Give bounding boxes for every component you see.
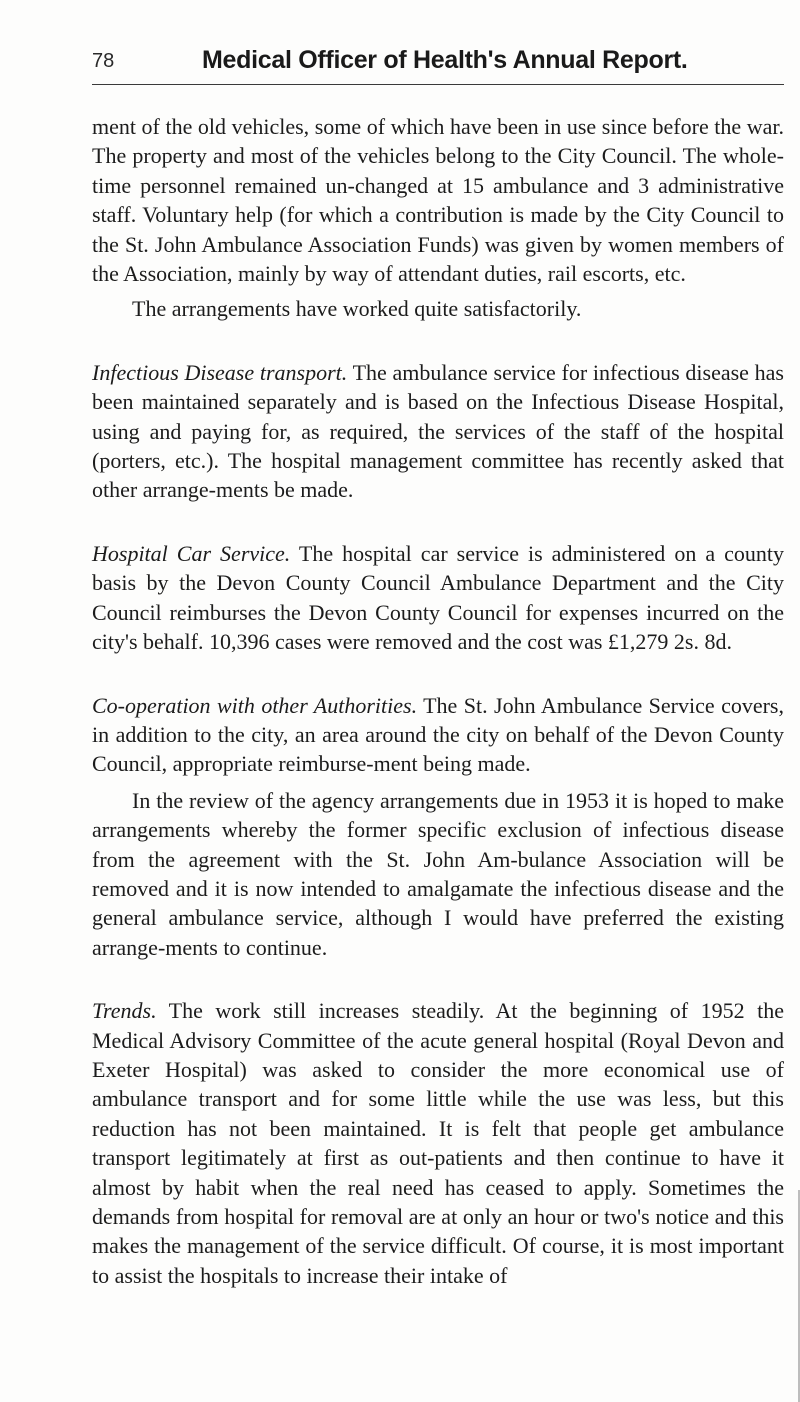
paragraph-infectious-disease-transport [92, 358, 784, 505]
paragraph-co-operation [92, 691, 784, 779]
paragraph-text: The hospital car service is administered on a county basis by the Devon County Council Ambulance Department and the City Council reimburses the Devon County Council for expenses incurred on the city's behalf. 10,396 cases were removed and the cost was £1,279 2s. 8d. [92, 540, 784, 655]
paragraph-text: The arrangements have worked quite satisfactorily. [132, 296, 582, 322]
page-header [92, 44, 784, 84]
page-number: 78 [92, 50, 115, 72]
paragraph-vehicles [92, 112, 784, 288]
paragraph-text: The work still increases steadily. At the beginning of 1952 the Medical Advisory Committee of the acute general hospital (Royal Devon and Exeter Hospital) was asked to consider the more economical use of ambulance transport and for some little while the use was less, but this reduction has not been maintained. It is felt that people get ambulance transport legitimately at first as out-patients and then continue to have it almost by habit when the real need has ceased to apply. Sometimes the demands from hospital for removal are at only an hour or two's notice and this makes the management of the service difficult. Of course, it is most important to assist the hospitals to increase their intake of [92, 998, 784, 1288]
header-rule [92, 84, 784, 85]
paragraph-agency-review [92, 786, 784, 962]
running-title: Medical Officer of Health's Annual Report. [202, 46, 688, 74]
section-heading: Trends. [92, 998, 157, 1024]
section-heading: Co-operation with other Authorities. [92, 692, 418, 718]
paragraph-text: The ambulance service for infectious disease has been maintained separately and is based on the Infectious Disease Hospital, using and paying for, as required, the services of the staff of the hospital (porters, etc.). The hospital management committee has recently asked that other arrange-ments be made. [92, 359, 784, 503]
section-heading: Infectious Disease transport. [92, 359, 348, 385]
paragraph-trends [92, 996, 784, 1290]
body-text [92, 112, 784, 1290]
section-heading: Hospital Car Service. [92, 540, 291, 566]
paragraph-hospital-car-service [92, 539, 784, 657]
paragraph-text: The St. John Ambulance Service covers, in addition to the city, an area around the city on behalf of the Devon County Council, appropriate reimburse-ment being made. [92, 692, 784, 777]
paragraph-arrangements [92, 294, 784, 323]
paragraph-text: ment of the old vehicles, some of which have been in use since before the war. The property and most of the vehicles belong to the City Council. The whole-time personnel remained un-changed at 15 ambulance and 3 administrative staff. Voluntary help (for which a contribution is made by the City Council to the St. John Ambulance Association Funds) was given by women members of the Association, mainly by way of attendant duties, rail escorts, etc. [92, 114, 784, 287]
paragraph-text: In the review of the agency arrangements due in 1953 it is hoped to make arrangements whereby the former specific exclusion of infectious disease from the agreement with the St. John Am-bulance Association will be removed and it is now intended to amalgamate the infectious disease and the general ambulance service, although I would have preferred the existing arrange-ments to continue. [92, 787, 784, 960]
